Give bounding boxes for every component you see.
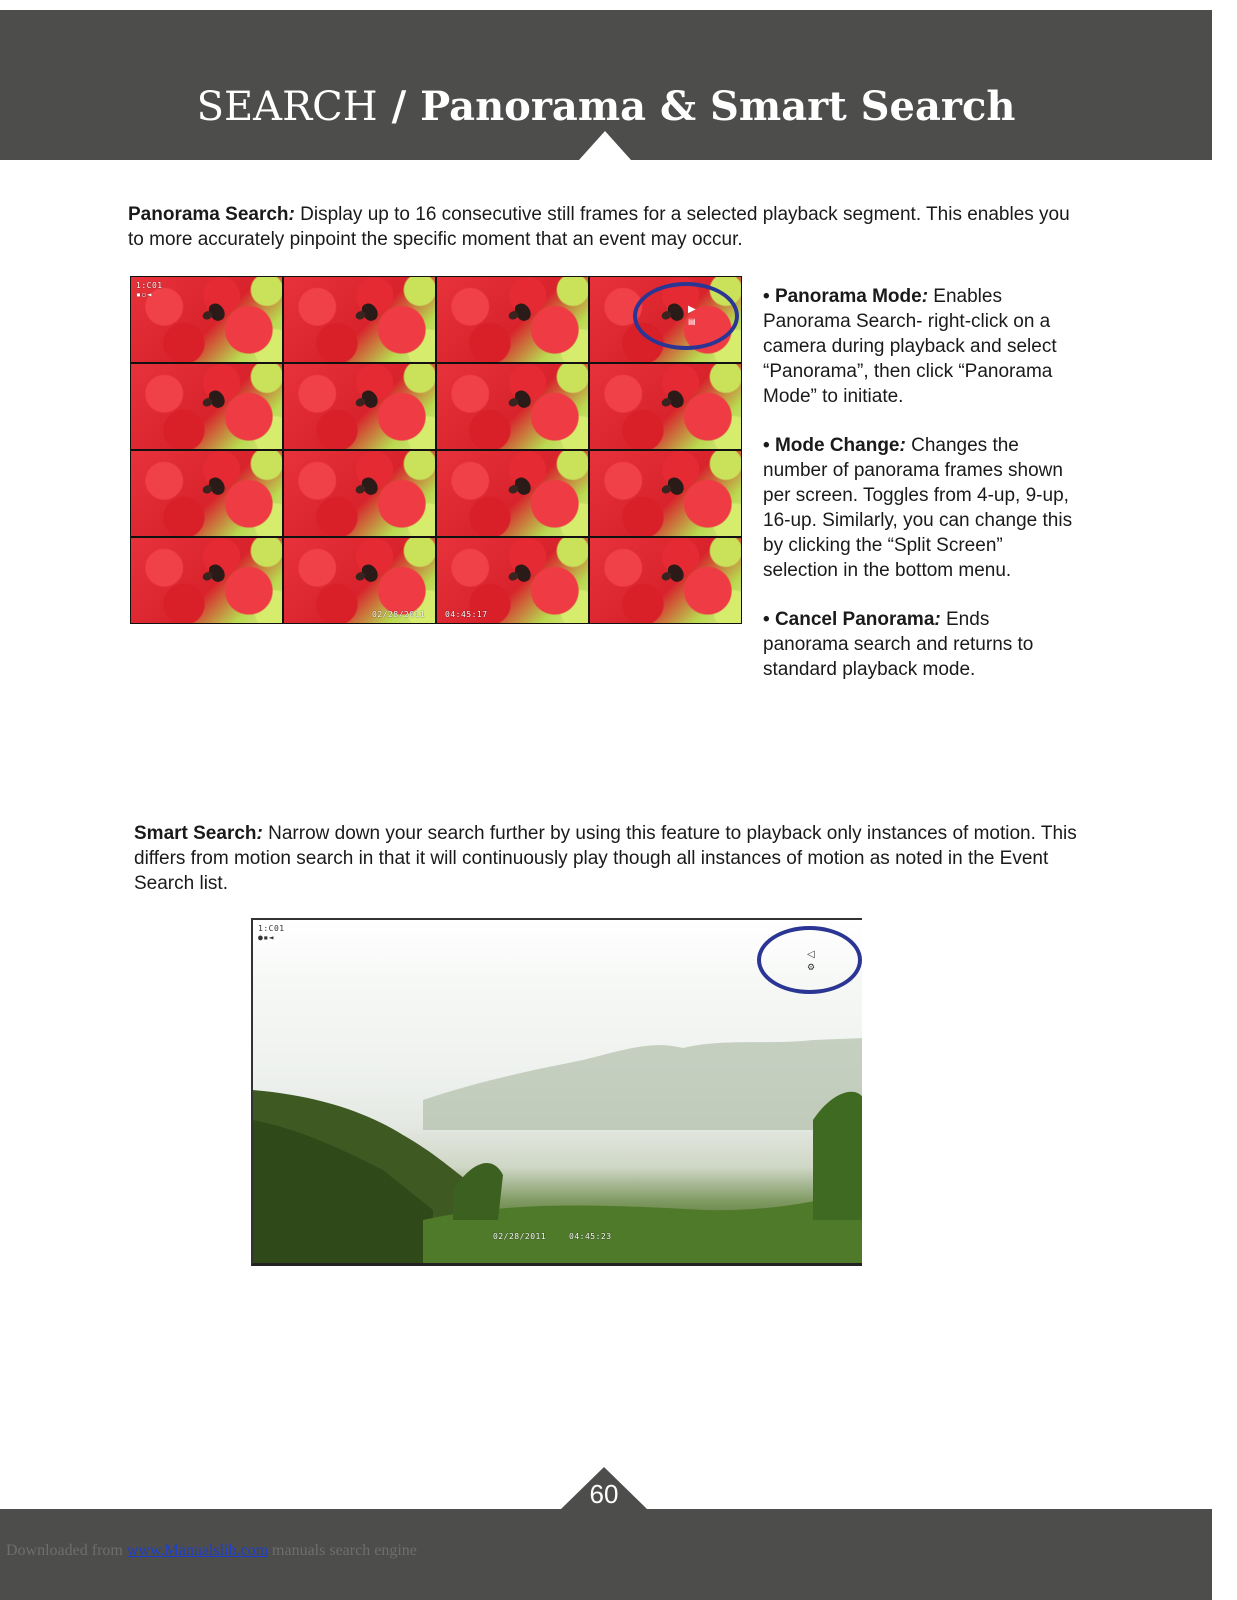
bullet-text: Changes the number of panorama frames shown per screen. Toggles from 4-up, 9-up, 16-up. Similarly, you can change this by clicking the “Split Screen” selection in the bottom menu. — [763, 435, 1073, 581]
panorama-frame — [590, 364, 741, 449]
page-number: 60 — [589, 1479, 619, 1509]
butterfly — [206, 387, 226, 409]
butterfly — [359, 300, 379, 322]
panorama-frame — [590, 538, 741, 623]
bullet-panorama-mode — [763, 284, 1073, 409]
panorama-search-paragraph — [128, 202, 1088, 252]
butterfly — [665, 561, 685, 583]
highlight-circle — [757, 926, 862, 994]
panorama-frame — [437, 538, 588, 623]
camera-label: 1:C01 — [136, 281, 163, 290]
header-notch — [579, 131, 631, 160]
butterfly — [359, 387, 379, 409]
smart-search-icon: ⚙ — [807, 962, 816, 972]
watermark-prefix: Downloaded from — [6, 1542, 127, 1559]
camera-label: 1:C01 — [258, 924, 285, 933]
butterfly — [512, 474, 532, 496]
page-title — [0, 82, 1212, 132]
butterfly — [359, 561, 379, 583]
rewind-indicator-icon: ◁ — [807, 949, 815, 960]
bullet-cancel-panorama — [763, 607, 1073, 682]
bullet-mode-change — [763, 433, 1073, 583]
bullet-label: Mode Change — [774, 435, 900, 456]
smart-search-text: Narrow down your search further by using this feature to playback only instances of motion. This differs from motion search in that it will continuously play though all instances of motion as noted in the Event Search list. — [134, 823, 1077, 894]
bullet-text: Ends panorama search and returns to standard playback mode. — [763, 609, 1034, 680]
bullet-label: Cancel Panorama — [774, 609, 935, 630]
panorama-frame — [437, 277, 588, 362]
butterfly — [665, 474, 685, 496]
panorama-frame — [131, 364, 282, 449]
manualslib-link[interactable]: www.Manualslib.com — [126, 1542, 269, 1559]
panorama-frame — [437, 451, 588, 536]
panorama-frame — [284, 538, 435, 623]
butterfly — [512, 561, 532, 583]
panorama-frame — [590, 451, 741, 536]
download-watermark — [6, 1541, 417, 1561]
watermark-suffix: manuals search engine — [268, 1542, 417, 1559]
smart-search-label: Smart Search — [134, 823, 257, 844]
panorama-frame — [437, 364, 588, 449]
bullet-text: Enables Panorama Search- right-click on a camera during playback and select “Panorama”, then click “Panorama Mode” to initiate. — [763, 286, 1057, 407]
label-colon: : — [256, 823, 263, 844]
label-colon: : — [288, 204, 295, 225]
butterfly — [359, 474, 379, 496]
butterfly — [665, 387, 685, 409]
title-light: SEARCH — [196, 84, 378, 130]
highlight-circle — [633, 282, 739, 350]
butterfly — [206, 300, 226, 322]
timestamp-time: 04:45:23 — [569, 1232, 612, 1241]
timestamp-date: 02/28/2011 — [372, 610, 426, 619]
panorama-mode-icon: ▤ — [688, 317, 696, 326]
butterfly — [206, 474, 226, 496]
label-colon: : — [934, 609, 941, 630]
timestamp-date: 02/28/2011 — [493, 1232, 547, 1241]
panorama-frame — [284, 451, 435, 536]
panorama-frame — [131, 277, 282, 362]
bullet-marker: • — [763, 286, 770, 307]
panorama-search-text: Display up to 16 consecutive still frames for a selected playback segment. This enables you to more accurately pinpoint the specific moment that an event may occur. — [128, 204, 1070, 250]
label-colon: : — [921, 286, 929, 307]
camera-status-icons: ▪▫◄ — [136, 290, 152, 299]
title-separator: / — [377, 83, 421, 130]
butterfly — [512, 387, 532, 409]
smart-search-paragraph — [134, 821, 1094, 896]
title-bold: Panorama & Smart Search — [420, 83, 1016, 130]
panorama-frame — [284, 364, 435, 449]
panorama-bullet-list — [763, 284, 1073, 706]
panorama-search-label: Panorama Search — [128, 204, 289, 225]
panorama-frame — [131, 451, 282, 536]
panorama-frame — [284, 277, 435, 362]
panorama-frame — [131, 538, 282, 623]
bullet-marker: • — [763, 609, 770, 630]
label-colon: : — [899, 435, 906, 456]
bullet-label: Panorama Mode — [774, 286, 922, 307]
butterfly — [512, 300, 532, 322]
butterfly — [206, 561, 226, 583]
bullet-marker: • — [763, 435, 770, 456]
camera-status-icons: ●▪◄ — [258, 933, 274, 942]
timestamp-time: 04:45:17 — [445, 610, 488, 619]
play-indicator-icon: ▶ — [688, 304, 696, 315]
